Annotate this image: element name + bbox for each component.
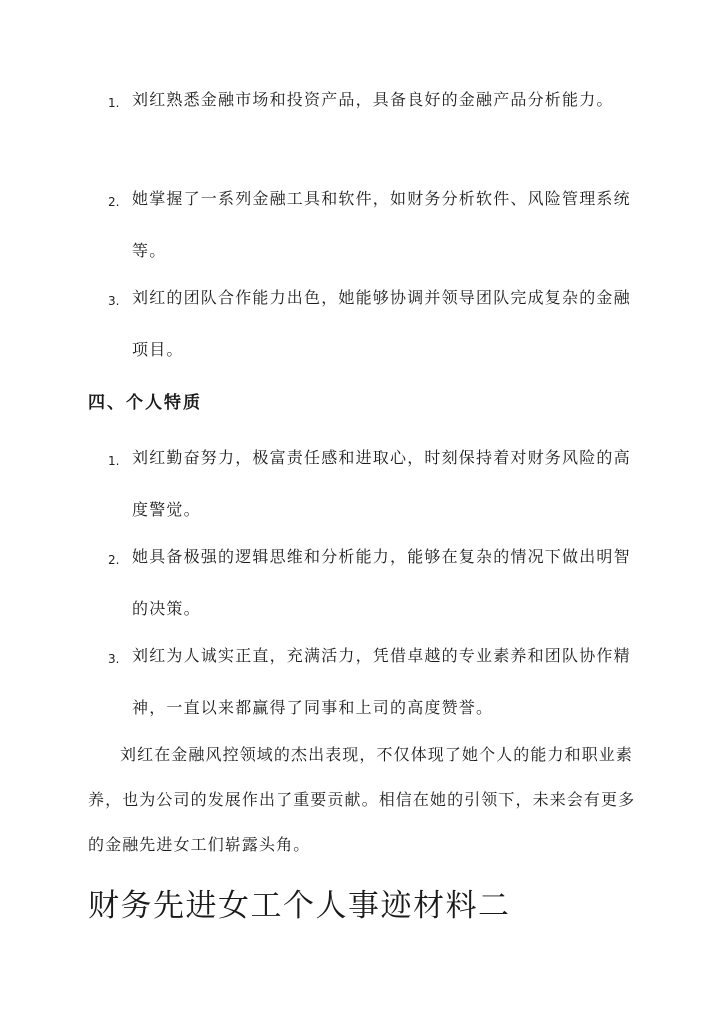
list-number: 2.	[108, 553, 120, 567]
list-number: 1.	[108, 96, 120, 110]
list-item-text: 刘红为人诚实正直，充满活力，凭借卓越的专业素养和团队协作精神，一直以来都赢得了同事和上司的高度赞誉。	[132, 646, 631, 717]
list-number: 3.	[108, 294, 120, 308]
list-number: 2.	[108, 195, 120, 209]
list-item-text: 她具备极强的逻辑思维和分析能力，能够在复杂的情况下做出明智的决策。	[132, 547, 631, 618]
closing-paragraph: 刘红在金融风控领域的杰出表现，不仅体现了她个人的能力和职业素养，也为公司的发展作出了重要贡献。相信在她的引领下，未来会有更多的金融先进女工们崭露头角。	[88, 745, 636, 854]
list-item-text: 刘红勤奋努力，极富责任感和进取心，时刻保持着对财务风险的高度警觉。	[132, 448, 631, 519]
list-number: 3.	[108, 652, 120, 666]
list-item-text: 刘红的团队合作能力出色，她能够协调并领导团队完成复杂的金融项目。	[132, 288, 631, 359]
section-heading: 四、个人特质	[88, 393, 202, 413]
list-item-text: 刘红熟悉金融市场和投资产品，具备良好的金融产品分析能力。	[132, 90, 614, 109]
list-item-text: 她掌握了一系列金融工具和软件，如财务分析软件、风险管理系统等。	[132, 189, 631, 260]
document-title: 财务先进女工个人事迹材料二	[88, 888, 511, 924]
list-number: 1.	[108, 454, 120, 468]
